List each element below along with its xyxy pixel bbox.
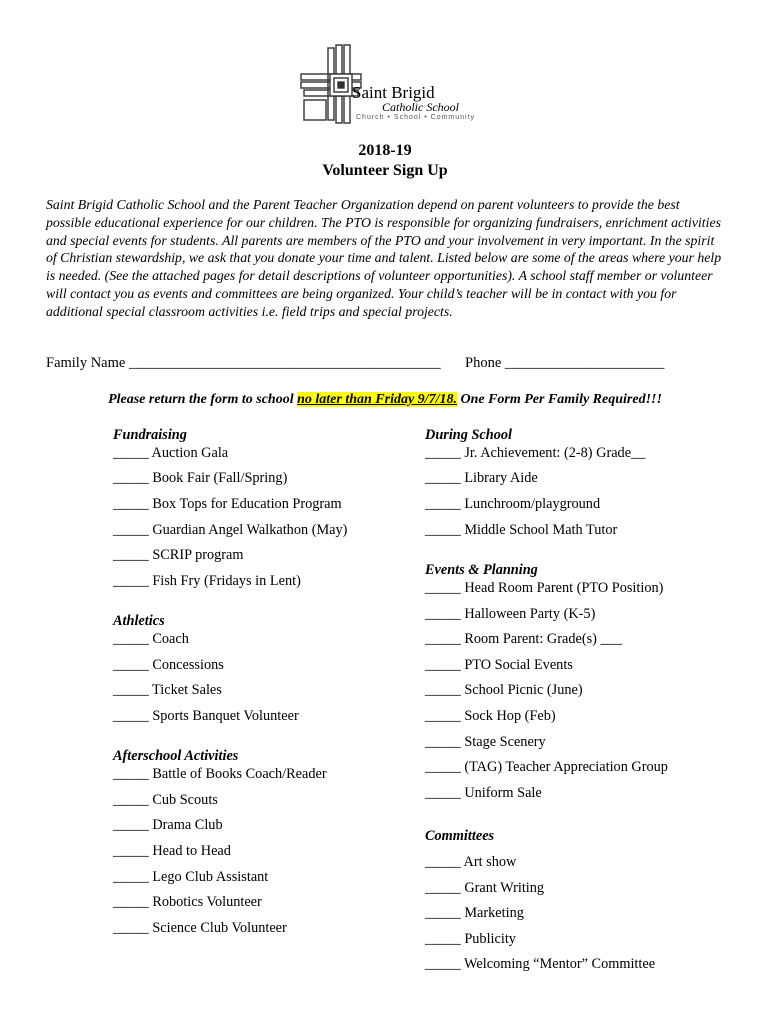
list-item[interactable]: _____ Sock Hop (Feb) bbox=[425, 708, 556, 724]
list-item[interactable]: _____ SCRIP program bbox=[113, 547, 244, 563]
list-item[interactable]: _____ Middle School Math Tutor bbox=[425, 522, 618, 538]
notice-text-before: Please return the form to school bbox=[108, 392, 298, 407]
list-item[interactable]: _____ Auction Gala bbox=[113, 445, 229, 461]
list-item[interactable]: _____ Room Parent: Grade(s) ___ bbox=[425, 631, 622, 647]
list-item[interactable]: _____ Welcoming “Mentor” Committee bbox=[425, 956, 656, 972]
section-events-title: Events & Planning bbox=[425, 562, 538, 578]
list-item[interactable]: _____ Battle of Books Coach/Reader bbox=[113, 766, 327, 782]
section-during-school-title: During School bbox=[425, 427, 513, 443]
return-notice bbox=[0, 392, 770, 408]
list-item[interactable]: _____ (TAG) Teacher Appreciation Group bbox=[425, 759, 668, 775]
intro-paragraph: Saint Brigid Catholic School and the Parent Teacher Organization depend on parent volunteers to provide the best possible educational experience for our children. The PTO is responsible for organizing fundraisers, enrichment activities and special events for students. All parents are members of the PTO and your involvement in very important. In the spirit of Christian stewardship, we ask that you donate your time and talent. Listed below are some of the areas where your help is needed. (See the attached pages for detail descriptions of volunteer opportunities). A school staff member or volunteer will contact you as events and committees are being organized. Your child’s teacher will be in contact with you for additional special classroom activities i.e. field trips and special projects. bbox=[46, 197, 722, 319]
list-item[interactable]: _____ Sports Banquet Volunteer bbox=[113, 708, 299, 724]
list-item[interactable]: _____ Head to Head bbox=[113, 843, 231, 859]
section-afterschool-title: Afterschool Activities bbox=[113, 748, 239, 764]
logo-school-name: Saint Brigid bbox=[352, 83, 435, 102]
list-item[interactable]: _____ Science Club Volunteer bbox=[113, 920, 287, 936]
list-item[interactable]: _____ Halloween Party (K-5) bbox=[425, 606, 596, 622]
list-item[interactable]: _____ Lunchroom/playground bbox=[425, 496, 601, 512]
list-item[interactable]: _____ Jr. Achievement: (2-8) Grade__ bbox=[425, 445, 646, 461]
list-item[interactable]: _____ Head Room Parent (PTO Position) bbox=[425, 580, 664, 596]
list-item[interactable]: _____ Uniform Sale bbox=[425, 785, 542, 801]
page-title: Volunteer Sign Up bbox=[322, 162, 448, 179]
list-item[interactable]: _____ Library Aide bbox=[425, 470, 538, 486]
list-item[interactable]: _____ Art show bbox=[425, 854, 517, 870]
list-item[interactable]: _____ Fish Fry (Fridays in Lent) bbox=[113, 573, 301, 589]
list-item[interactable]: _____ Concessions bbox=[113, 657, 224, 673]
section-committees-title: Committees bbox=[425, 828, 495, 844]
list-item[interactable]: _____ Publicity bbox=[425, 931, 516, 947]
list-item[interactable]: _____ Stage Scenery bbox=[425, 734, 546, 750]
list-item[interactable]: _____ Book Fair (Fall/Spring) bbox=[113, 470, 288, 486]
notice-deadline-highlight: no later than Friday 9/7/18. bbox=[297, 392, 457, 407]
list-item[interactable]: _____ Lego Club Assistant bbox=[113, 869, 269, 885]
phone-field[interactable]: Phone ______________________ bbox=[465, 355, 665, 371]
school-year: 2018-19 bbox=[358, 142, 412, 159]
section-fundraising-title: Fundraising bbox=[113, 427, 187, 443]
list-item[interactable]: _____ Coach bbox=[113, 631, 189, 647]
list-item[interactable]: _____ Drama Club bbox=[113, 817, 223, 833]
list-item[interactable]: _____ Ticket Sales bbox=[113, 682, 222, 698]
notice-text-after: One Form Per Family Required!!! bbox=[456, 392, 662, 407]
list-item[interactable]: _____ Robotics Volunteer bbox=[113, 894, 262, 910]
list-item[interactable]: _____ Cub Scouts bbox=[113, 792, 218, 808]
section-athletics-title: Athletics bbox=[113, 613, 165, 629]
list-item[interactable]: _____ PTO Social Events bbox=[425, 657, 573, 673]
list-item[interactable]: _____ School Picnic (June) bbox=[425, 682, 583, 698]
list-item[interactable]: _____ Grant Writing bbox=[425, 880, 545, 896]
list-item[interactable]: _____ Marketing bbox=[425, 905, 524, 921]
logo-school-subtitle: Catholic School bbox=[382, 100, 459, 114]
list-item[interactable]: _____ Guardian Angel Walkathon (May) bbox=[113, 522, 348, 538]
family-name-field[interactable]: Family Name ___________________________________________ bbox=[46, 355, 441, 371]
logo-tagline: Church • School • Community bbox=[356, 114, 476, 121]
list-item[interactable]: _____ Box Tops for Education Program bbox=[113, 496, 342, 512]
